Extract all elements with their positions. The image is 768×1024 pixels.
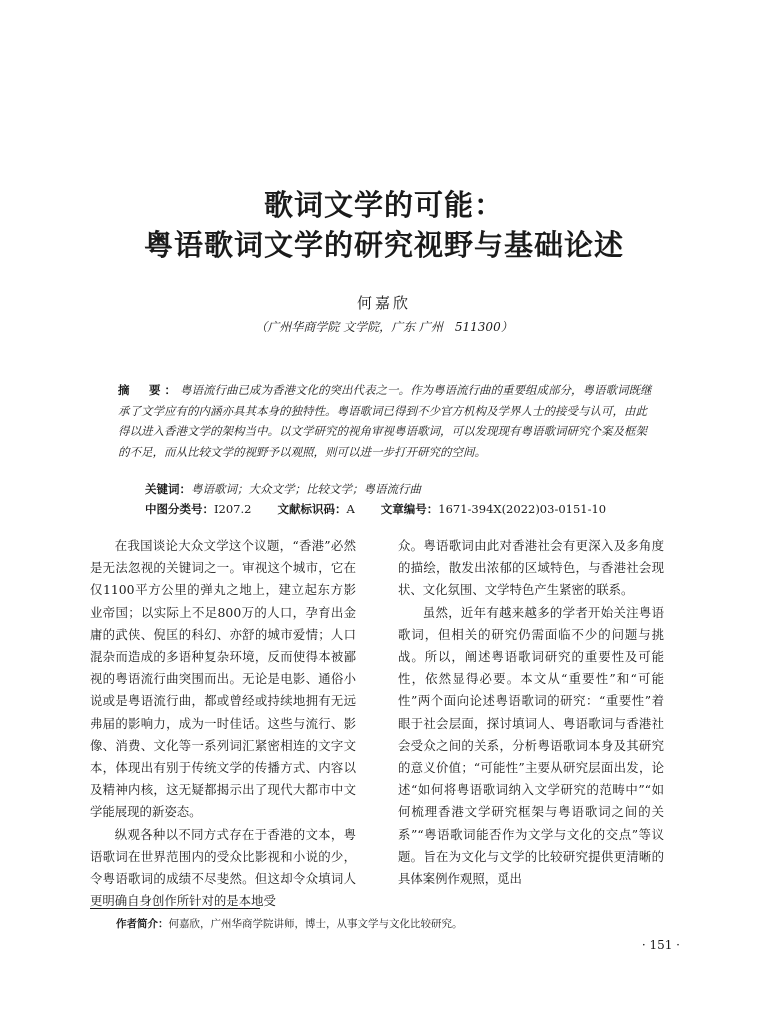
- keywords-label: 关键词：: [145, 482, 191, 496]
- page-number: · 151 ·: [641, 938, 680, 952]
- body-paragraph: 纵观各种以不同方式存在于香港的文本，粤语歌词在世界范围内的受众比影视和小说的少，令粤语歌词的成绩不尽斐然。但这却令众填词人更明确自身创作所针对的是本地受: [90, 826, 356, 909]
- footnote-text: 何嘉欣，广州华商学院讲师，博士，从事文学与文化比较研究。: [168, 918, 463, 930]
- body-paragraph: 众。粤语歌词由此对香港社会有更深入及多角度的描绘，散发出浓郁的区域特色，与香港社会现状、文化氛围、文学特色产生紧密的联系。: [398, 538, 664, 598]
- body-paragraph: 在我国谈论大众文学这个议题，“香港”必然是无法忽视的关键词之一。审视这个城市，它在仅1100平方公里的弹丸之地上，建立起东方影业帝国；以实际上不足800万的人口，孕育出金庸的武侠、倪匡的科幻、亦舒的城市爱情；人口混杂而造成的多语种复杂环境，反而使得本被鄙视的粤语流行曲突围而出。无论是电影、通俗小说或是粤语流行曲，都或曾经或持续地拥有无远弗届的影响力，成为一时佳话。这些与流行、影像、消费、文化等一系列词汇紧密相连的文字文本，体现出有别于传统文学的传播方式、内容以及精神内核，这无疑都揭示出了现代大都市中文学能展现的新姿态。: [90, 538, 356, 820]
- classification-line: [145, 501, 655, 517]
- article-label: 文章编号：: [380, 502, 439, 516]
- paper-title-line-2: 粤语歌词文学的研究视野与基础论述: [143, 228, 624, 262]
- doc-value: A: [346, 502, 355, 516]
- abstract: [118, 380, 654, 462]
- paper-title-line-1: 歌词文学的可能：: [263, 188, 504, 222]
- footnote-label: 作者简介：: [116, 918, 169, 930]
- footnote-rule: [90, 908, 260, 909]
- abstract-label: 摘 要：: [118, 383, 180, 397]
- clc-label: 中图分类号：: [145, 502, 214, 516]
- keywords-text: 粤语歌词；大众文学；比较文学；粤语流行曲: [191, 482, 421, 496]
- body-column-right: [398, 535, 664, 890]
- abstract-text: 粤语流行曲已成为香港文化的突出代表之一。作为粤语流行曲的重要组成部分，粤语歌词既继承了文学应有的内涵亦具其本身的独特性。粤语歌词已得到不少官方机构及学界人士的接受与认可，由此得以进入香港文学的架构当中。以文学研究的视角审视粤语歌词，可以发现现有粤语歌词研究个案及框架的不足，而从比较文学的视野予以观照，则可以进一步打开研究的空间。: [118, 383, 652, 459]
- body-paragraph: 虽然，近年有越来越多的学者开始关注粤语歌词，但相关的研究仍需面临不少的问题与挑战。所以，阐述粤语歌词研究的重要性及可能性，依然显得必要。本文从“重要性”和“可能性”两个面向论述粤语歌词的研究：“重要性”着眼于社会层面，探讨填词人、粤语歌词与香港社会受众之间的关系，分析粤语歌词本身及其研究的意义价值；“可能性”主要从研究层面出发，论述“如何将粤语歌词纳入文学研究的范畴中”“如何梳理香港文学研究框架与粤语歌词之间的关系”“粤语歌词能否作为文学与文化的交点”等议题。旨在为文化与文学的比较研究提供更清晰的具体案例作观照，觅出: [398, 604, 664, 887]
- clc-value: I207.2: [214, 502, 252, 516]
- author-affiliation: （广州华商学院 文学院，广东 广州 511300）: [255, 320, 513, 334]
- doc-label: 文献标识码：: [277, 502, 347, 516]
- article-number: [381, 501, 606, 517]
- body-column-left: [90, 535, 356, 912]
- document-code: [277, 501, 354, 517]
- article-value: 1671-394X(2022)03-0151-10: [438, 502, 607, 516]
- clc-number: [145, 501, 251, 517]
- author-name: 何嘉欣: [356, 294, 411, 312]
- keywords: [145, 481, 655, 497]
- author-footnote: [116, 916, 676, 931]
